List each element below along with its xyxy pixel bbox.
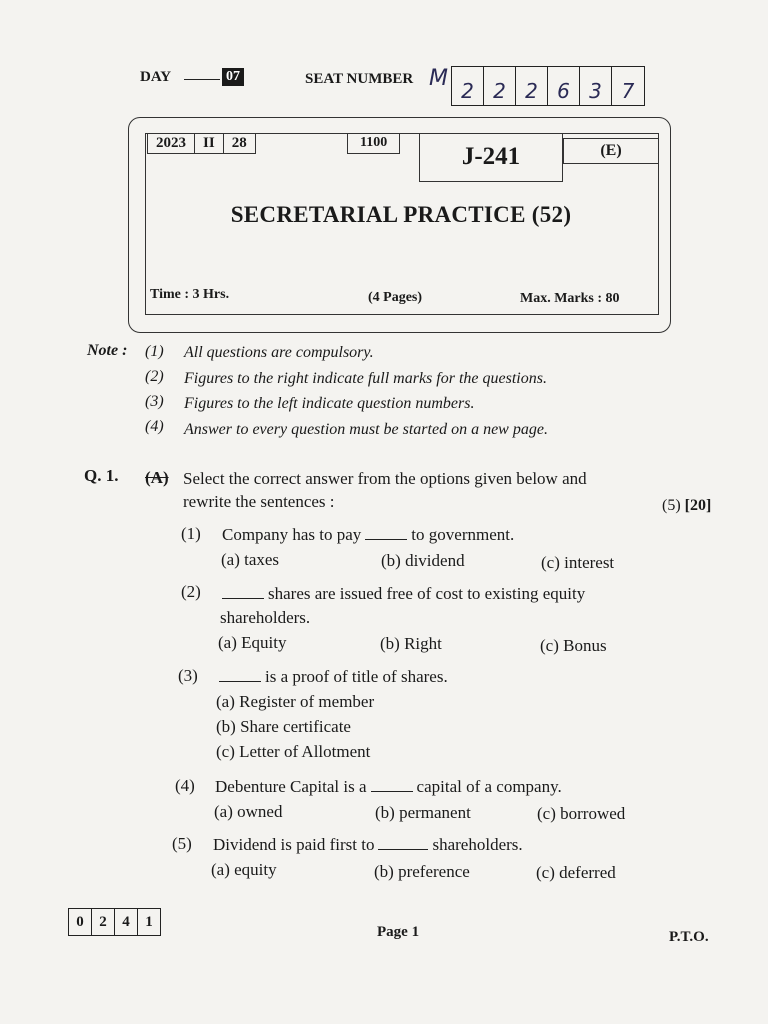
exam-duration: Time : 3 Hrs. [150,287,230,302]
page-number: Page 1 [377,924,420,940]
note-number: (4) [145,418,164,435]
seat-digit: 2 [452,67,484,105]
seat-number-box [451,66,645,106]
seat-digit: 3 [580,67,612,105]
seat-digit: 2 [516,67,548,105]
day-divider [184,79,220,80]
note-label: Note : [87,342,128,359]
option: (a) owned [214,802,283,821]
seat-number-prefix: M [429,66,448,91]
day-label: DAY [140,69,172,85]
seat-number-label: SEAT NUMBER [305,71,414,87]
footer-paper-code [68,908,161,936]
please-turn-over: P.T.O. [669,929,709,945]
answer-blank [371,790,413,792]
option: (b) preference [374,862,470,881]
exam-date-box [147,133,256,154]
note-text: Figures to the right indicate full marks for the questions. [184,370,547,387]
option: (b) Share certificate [216,717,351,736]
item-number: (4) [175,776,195,795]
item-text [219,667,448,687]
seat-digit: 7 [621,79,635,103]
exam-time-code: 1100 [347,133,400,154]
seat-digit: 6 [548,67,580,105]
note-number: (2) [145,368,164,385]
item-text [215,777,562,797]
question-text: Select the correct answer from the options given below and [183,469,587,488]
question-part: (A) [145,468,169,487]
option: (c) deferred [536,863,616,882]
item-number: (5) [172,834,192,853]
note-text: Figures to the left indicate question numbers. [184,395,475,412]
option: (c) borrowed [537,804,626,823]
item-text [213,835,523,855]
note-text: All questions are compulsory. [184,344,374,361]
item-text-post: is a proof of title of shares. [265,667,448,686]
seat-digit: 2 [484,67,516,105]
item-text [222,525,514,545]
item-text-pre: Dividend is paid first to [213,835,375,854]
page-count: (4 Pages) [368,290,423,305]
item-text-post: shares are issued free of cost to existing equity [268,584,586,603]
option: (c) Bonus [540,636,607,655]
option: (b) permanent [375,803,471,822]
item-text-post: shareholders. [432,835,523,854]
footer-code-digit: 2 [92,909,115,935]
note-number: (1) [145,343,164,360]
item-text-pre: Company has to pay [222,525,362,544]
item-text-post: capital of a company. [416,777,562,796]
note-number: (3) [145,393,164,410]
option: (c) interest [541,553,615,572]
option: (a) Register of member [216,692,375,711]
item-text-post: to government. [411,525,515,544]
item-number: (1) [181,524,201,543]
answer-blank [219,680,261,682]
part-marks: (5) [662,497,681,514]
question-text: rewrite the sentences : [183,492,335,511]
option: (a) equity [211,860,277,879]
answer-blank [222,597,264,599]
item-text [222,584,585,604]
footer-code-digit: 1 [145,914,153,930]
question-number: Q. 1. [84,466,119,485]
subject-title: SECRETARIAL PRACTICE (52) [230,202,572,227]
max-marks: Max. Marks : 80 [520,291,620,306]
item-number: (2) [181,582,201,601]
exam-month: II [195,133,224,153]
option: (a) taxes [221,550,280,569]
language-code: (E) [563,138,659,164]
exam-year: 2023 [148,133,195,153]
option: (b) dividend [381,551,465,570]
item-text-pre: Debenture Capital is a [215,777,367,796]
footer-code-digit: 4 [115,909,138,935]
option: (c) Letter of Allotment [216,742,371,761]
total-marks: [20] [684,497,712,514]
answer-blank [365,538,407,540]
item-text-line2: shareholders. [220,608,311,627]
note-text: Answer to every question must be started on a new page. [184,421,548,438]
day-value: 07 [222,68,244,86]
option: (a) Equity [218,633,287,652]
item-number: (3) [178,666,198,685]
footer-code-digit: 0 [69,909,92,935]
question-marks [662,497,711,515]
paper-code: J-241 [419,133,563,182]
exam-date: 28 [231,135,247,151]
answer-blank [378,848,428,850]
option: (b) Right [380,634,442,653]
